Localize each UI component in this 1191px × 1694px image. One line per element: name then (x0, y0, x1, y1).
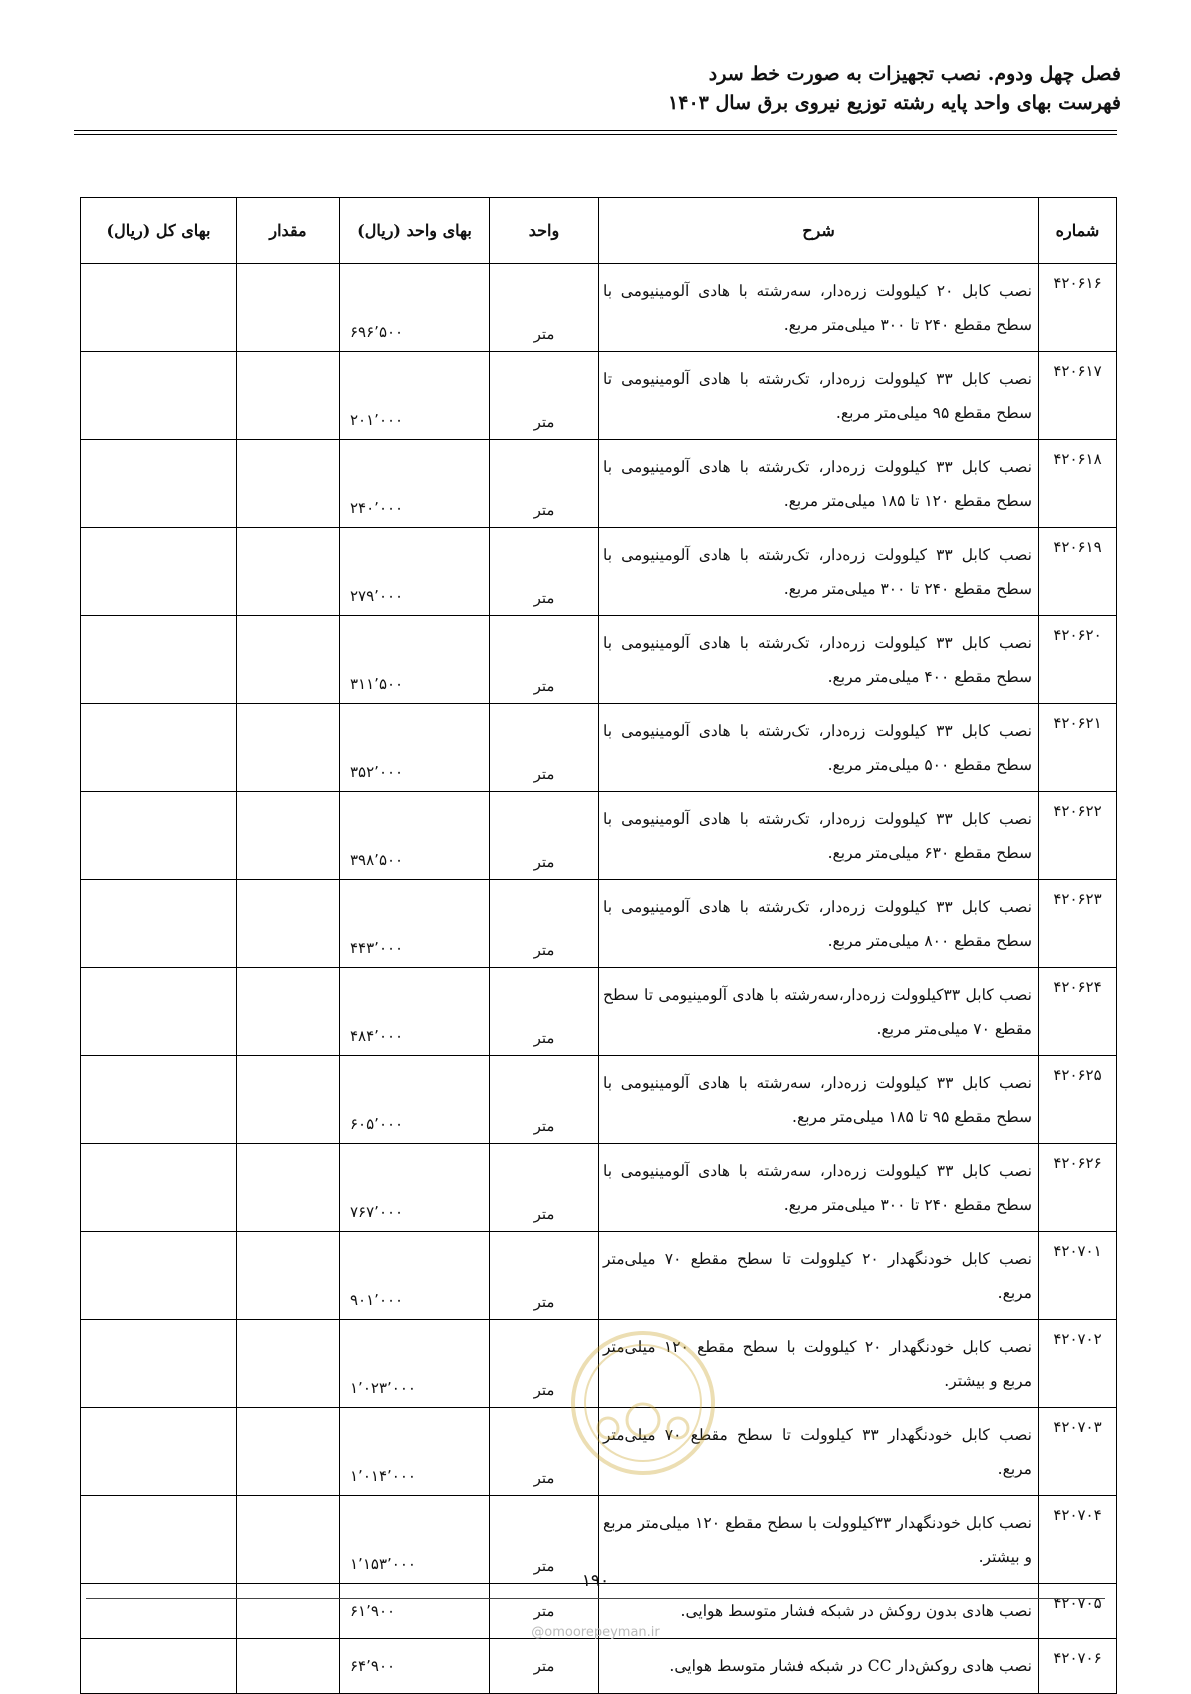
row-unit: متر (490, 440, 599, 528)
row-number: ۴۲۰۶۲۴ (1039, 968, 1117, 1056)
table-row (81, 1639, 1117, 1694)
row-total-price (81, 1144, 237, 1232)
table-row (81, 1232, 1117, 1320)
row-unit: متر (490, 968, 599, 1056)
row-quantity (237, 528, 340, 616)
row-unit-price: ۱٬۱۵۳٬۰۰۰ (340, 1496, 490, 1584)
row-description: نصب کابل ۳۳ کیلوولت زره‌دار، تک‌رشته با هادی آلومینیومی با سطح مقطع ۵۰۰ میلی‌متر مربع. (599, 704, 1039, 792)
table-row (81, 792, 1117, 880)
row-unit-price: ۳۱۱٬۵۰۰ (340, 616, 490, 704)
row-unit-price: ۶۹۶٬۵۰۰ (340, 264, 490, 352)
row-total-price (81, 792, 237, 880)
row-number: ۴۲۰۶۲۶ (1039, 1144, 1117, 1232)
row-quantity (237, 264, 340, 352)
row-number: ۴۲۰۷۰۴ (1039, 1496, 1117, 1584)
row-total-price (81, 1320, 237, 1408)
row-quantity (237, 352, 340, 440)
table-row (81, 352, 1117, 440)
row-unit-price: ۹۰۱٬۰۰۰ (340, 1232, 490, 1320)
row-total-price (81, 1056, 237, 1144)
row-total-price (81, 704, 237, 792)
row-description: نصب هادی بدون روکش در شبکه فشار متوسط هوایی. (599, 1584, 1039, 1639)
row-quantity (237, 880, 340, 968)
row-unit: متر (490, 1584, 599, 1639)
row-description: نصب هادی روکش‌دار CC در شبکه فشار متوسط هوایی. (599, 1639, 1039, 1694)
row-unit-price: ۶۴٬۹۰۰ (340, 1639, 490, 1694)
row-unit-price: ۳۵۲٬۰۰۰ (340, 704, 490, 792)
row-quantity (237, 1232, 340, 1320)
row-description: نصب کابل ۳۳ کیلوولت زره‌دار، سه‌رشته با هادی آلومینیومی با سطح مقطع ۲۴۰ تا ۳۰۰ میلی‌متر مربع. (599, 1144, 1039, 1232)
row-unit-price: ۶۱٬۹۰۰ (340, 1584, 490, 1639)
row-unit: متر (490, 1056, 599, 1144)
row-unit: متر (490, 1496, 599, 1584)
row-unit: متر (490, 704, 599, 792)
row-unit-price: ۷۶۷٬۰۰۰ (340, 1144, 490, 1232)
row-number: ۴۲۰۷۰۶ (1039, 1639, 1117, 1694)
row-description: نصب کابل خودنگهدار ۳۳ کیلوولت تا سطح مقطع ۷۰ میلی‌متر مربع. (599, 1408, 1039, 1496)
row-unit: متر (490, 1408, 599, 1496)
col-header-unit-price: بهای واحد (ریال) (340, 198, 490, 264)
row-description: نصب کابل ۳۳ کیلوولت زره‌دار، تک‌رشته با هادی آلومینیومی با سطح مقطع ۸۰۰ میلی‌متر مربع. (599, 880, 1039, 968)
row-description: نصب کابل ۳۳ کیلوولت زره‌دار، تک‌رشته با هادی آلومینیومی با سطح مقطع ۱۲۰ تا ۱۸۵ میلی‌متر مربع. (599, 440, 1039, 528)
row-quantity (237, 792, 340, 880)
page-number: ۱۹۰ (581, 1571, 610, 1591)
row-total-price (81, 968, 237, 1056)
row-number: ۴۲۰۷۰۱ (1039, 1232, 1117, 1320)
row-total-price (81, 1232, 237, 1320)
table-row (81, 264, 1117, 352)
table-row (81, 1056, 1117, 1144)
row-number: ۴۲۰۷۰۲ (1039, 1320, 1117, 1408)
row-unit: متر (490, 264, 599, 352)
row-description: نصب کابل ۳۳ کیلوولت زره‌دار، سه‌رشته با هادی آلومینیومی با سطح مقطع ۹۵ تا ۱۸۵ میلی‌متر مربع. (599, 1056, 1039, 1144)
row-description: نصب کابل ۳۳ کیلوولت زره‌دار، تک‌رشته با هادی آلومینیومی با سطح مقطع ۴۰۰ میلی‌متر مربع. (599, 616, 1039, 704)
row-number: ۴۲۰۶۲۳ (1039, 880, 1117, 968)
row-number: ۴۲۰۶۱۸ (1039, 440, 1117, 528)
row-unit: متر (490, 1232, 599, 1320)
row-description: نصب کابل ۳۳ کیلوولت زره‌دار، تک‌رشته با هادی آلومینیومی تا سطح مقطع ۹۵ میلی‌متر مربع. (599, 352, 1039, 440)
row-description: نصب کابل خودنگهدار ۲۰ کیلوولت تا سطح مقطع ۷۰ میلی‌متر مربع. (599, 1232, 1039, 1320)
row-unit: متر (490, 1320, 599, 1408)
row-unit: متر (490, 1144, 599, 1232)
row-quantity (237, 1408, 340, 1496)
row-number: ۴۲۰۶۲۰ (1039, 616, 1117, 704)
row-unit-price: ۲۷۹٬۰۰۰ (340, 528, 490, 616)
row-quantity (237, 1056, 340, 1144)
col-header-number: شماره (1039, 198, 1117, 264)
row-total-price (81, 616, 237, 704)
row-description: نصب کابل ۳۳ کیلوولت زره‌دار، تک‌رشته با هادی آلومینیومی با سطح مقطع ۲۴۰ تا ۳۰۰ میلی‌متر مربع. (599, 528, 1039, 616)
table-row (81, 440, 1117, 528)
row-quantity (237, 968, 340, 1056)
table-header-row (81, 198, 1117, 264)
row-unit-price: ۲۰۱٬۰۰۰ (340, 352, 490, 440)
row-unit: متر (490, 792, 599, 880)
footer-rule (86, 1598, 1105, 1599)
row-unit-price: ۶۰۵٬۰۰۰ (340, 1056, 490, 1144)
table-body (81, 264, 1117, 1694)
col-header-quantity: مقدار (237, 198, 340, 264)
row-quantity (237, 1320, 340, 1408)
watermark-seal (568, 1328, 718, 1478)
table-row (81, 1144, 1117, 1232)
row-total-price (81, 264, 237, 352)
row-number: ۴۲۰۶۲۱ (1039, 704, 1117, 792)
row-unit-price: ۴۴۳٬۰۰۰ (340, 880, 490, 968)
row-quantity (237, 704, 340, 792)
row-unit: متر (490, 616, 599, 704)
table-row (81, 880, 1117, 968)
row-quantity (237, 1144, 340, 1232)
row-unit-price: ۲۴۰٬۰۰۰ (340, 440, 490, 528)
row-quantity (237, 1639, 340, 1694)
row-description: نصب کابل ۲۰ کیلوولت زره‌دار، سه‌رشته با هادی آلومینیومی با سطح مقطع ۲۴۰ تا ۳۰۰ میلی‌متر مربع. (599, 264, 1039, 352)
col-header-total-price: بهای کل (ریال) (81, 198, 237, 264)
row-description: نصب کابل خودنگهدار ۳۳کیلوولت با سطح مقطع ۱۲۰ میلی‌متر مربع و بیشتر. (599, 1496, 1039, 1584)
row-unit-price: ۳۹۸٬۵۰۰ (340, 792, 490, 880)
row-total-price (81, 1408, 237, 1496)
row-total-price (81, 352, 237, 440)
row-unit: متر (490, 352, 599, 440)
row-total-price (81, 880, 237, 968)
row-quantity (237, 440, 340, 528)
table-row (81, 616, 1117, 704)
col-header-unit: واحد (490, 198, 599, 264)
row-total-price (81, 528, 237, 616)
site-watermark: @omoorepeyman.ir (531, 1625, 660, 1640)
table-row (81, 968, 1117, 1056)
price-list-title: فهرست بهای واحد پایه رشته توزیع نیروی برق سال ۱۴۰۳ (668, 92, 1121, 114)
row-total-price (81, 440, 237, 528)
row-description: نصب کابل ۳۳کیلوولت زره‌دار،سه‌رشته با هادی آلومینیومی تا سطح مقطع ۷۰ میلی‌متر مربع. (599, 968, 1039, 1056)
row-number: ۴۲۰۷۰۵ (1039, 1584, 1117, 1639)
row-unit: متر (490, 880, 599, 968)
table-row (81, 704, 1117, 792)
row-number: ۴۲۰۶۲۵ (1039, 1056, 1117, 1144)
row-number: ۴۲۰۶۱۷ (1039, 352, 1117, 440)
row-total-price (81, 1639, 237, 1694)
row-unit-price: ۱٬۰۲۳٬۰۰۰ (340, 1320, 490, 1408)
row-quantity (237, 616, 340, 704)
row-unit: متر (490, 1639, 599, 1694)
row-number: ۴۲۰۶۲۲ (1039, 792, 1117, 880)
row-unit-price: ۴۸۴٬۰۰۰ (340, 968, 490, 1056)
row-description: نصب کابل خودنگهدار ۲۰ کیلوولت با سطح مقطع ۱۲۰ میلی‌متر مربع و بیشتر. (599, 1320, 1039, 1408)
chapter-title: فصل چهل ودوم. نصب تجهیزات به صورت خط سرد (708, 63, 1121, 85)
header-rule (74, 130, 1117, 131)
row-number: ۴۲۰۷۰۳ (1039, 1408, 1117, 1496)
col-header-description: شرح (599, 198, 1039, 264)
header-rule-double (74, 134, 1117, 135)
table-row (81, 528, 1117, 616)
row-number: ۴۲۰۶۱۶ (1039, 264, 1117, 352)
row-description: نصب کابل ۳۳ کیلوولت زره‌دار، تک‌رشته با هادی آلومینیومی با سطح مقطع ۶۳۰ میلی‌متر مربع. (599, 792, 1039, 880)
row-unit-price: ۱٬۰۱۴٬۰۰۰ (340, 1408, 490, 1496)
row-unit: متر (490, 528, 599, 616)
row-number: ۴۲۰۶۱۹ (1039, 528, 1117, 616)
page-header (70, 60, 1121, 118)
